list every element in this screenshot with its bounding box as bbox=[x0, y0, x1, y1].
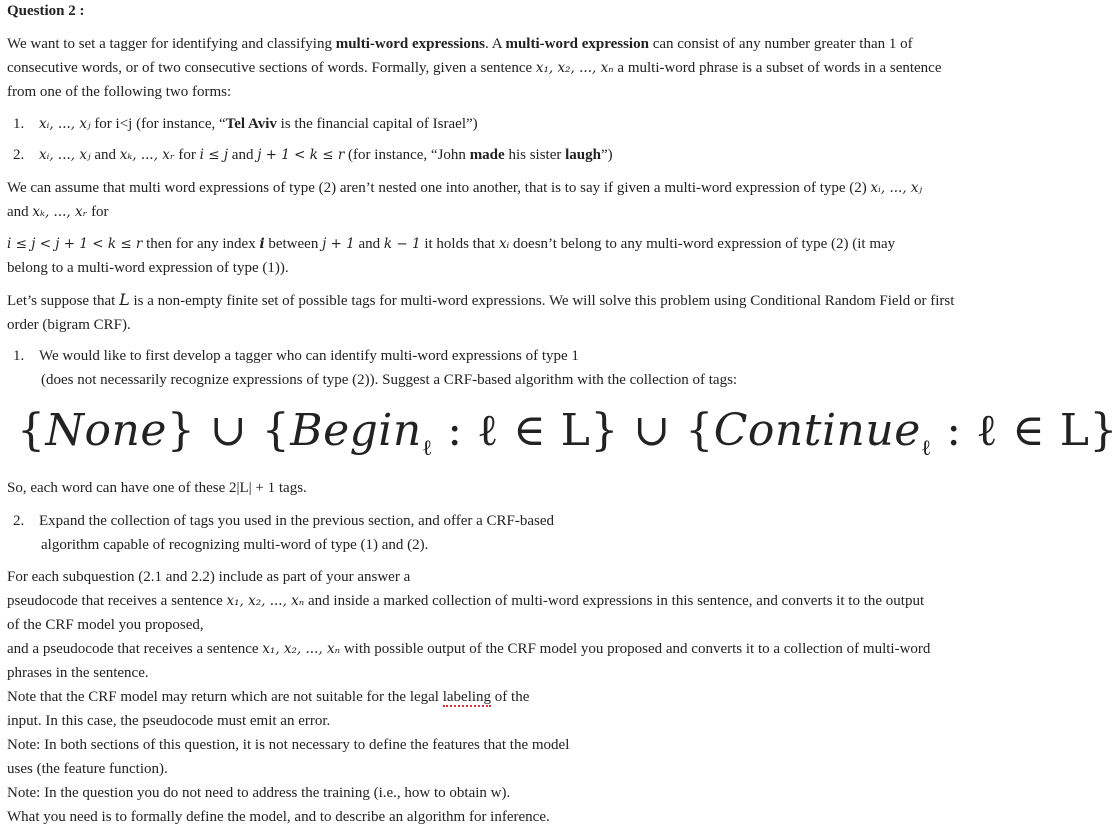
form-2-bold-1: made bbox=[469, 147, 505, 163]
nested-line-3c: and bbox=[354, 236, 384, 252]
nested-math-2: xₖ, ..., xᵣ bbox=[32, 204, 88, 220]
tail-line-2a: pseudocode that receives a sentence bbox=[7, 593, 227, 609]
union-1: ∪ bbox=[209, 405, 248, 456]
begin-cond: : ℓ ∈ L bbox=[432, 405, 591, 456]
form-2-text-5: his sister bbox=[504, 147, 566, 163]
tag-begin: Begin bbox=[290, 405, 422, 456]
nested-line-2a: and bbox=[7, 204, 33, 220]
nested-math-4: j + 1 bbox=[322, 236, 355, 252]
nested-math-5: k − 1 bbox=[383, 236, 421, 252]
form-2-math-4: j + 1 < k ≤ r bbox=[257, 147, 345, 163]
nested-math-1: xᵢ, ..., xⱼ bbox=[870, 180, 923, 196]
brace-open-2: { bbox=[261, 405, 291, 456]
form-1-bold: Tel Aviv bbox=[225, 116, 277, 132]
nested-math-3: i ≤ j < j + 1 < k ≤ r bbox=[7, 236, 143, 252]
tail-math-2: x₁, x₂, ..., xₙ bbox=[262, 641, 341, 657]
form-2-text-2: for bbox=[174, 147, 200, 163]
tag-continue: Continue bbox=[713, 405, 921, 456]
form-2-text-4: (for instance, “John bbox=[344, 147, 470, 163]
subquestion-2 bbox=[13, 509, 1013, 557]
intro-text-1: We want to set a tagger for identifying and classifying bbox=[7, 36, 336, 52]
form-2-number: 2. bbox=[13, 147, 25, 163]
tag-count-sentence: So, each word can have one of these 2|L| + 1 tags. bbox=[7, 480, 307, 496]
tail-line-4b: with possible output of the CRF model you proposed and converts it to a collection of multi-word bbox=[340, 641, 931, 657]
form-2-item bbox=[13, 143, 1013, 167]
nested-paragraph bbox=[7, 176, 1017, 224]
nested-line-3d: it holds that bbox=[420, 236, 499, 252]
intro-line-3: from one of the following two forms: bbox=[7, 84, 232, 100]
intro-bold-1: multi-word expressions bbox=[335, 36, 486, 52]
suppose-text-a: Let’s suppose that bbox=[7, 293, 120, 309]
subquestion-2-line-1: Expand the collection of tags you used in the previous section, and offer a CRF-based bbox=[39, 513, 555, 529]
nested-line-4: belong to a multi-word expression of type (1)). bbox=[7, 260, 289, 276]
tag-none: None bbox=[45, 405, 167, 456]
intro-bold-2: multi-word expression bbox=[505, 36, 649, 52]
brace-open-1: { bbox=[17, 405, 46, 456]
intro-math: x₁, x₂, ..., xₙ bbox=[535, 60, 614, 76]
suppose-line-2: order (bigram CRF). bbox=[7, 317, 131, 333]
tail-line-9: uses (the feature function). bbox=[7, 761, 168, 777]
intro-line-2b: a multi-word phrase is a subset of words in a sentence bbox=[613, 60, 942, 76]
subquestion-2-line-2: algorithm capable of recognizing multi-word of type (1) and (2). bbox=[41, 537, 429, 553]
suppose-math: L bbox=[119, 290, 130, 309]
tail-line-5: phrases in the sentence. bbox=[7, 665, 149, 681]
nested-line-3a: then for any index bbox=[142, 236, 260, 252]
continue-cond: : ℓ ∈ L bbox=[931, 405, 1090, 456]
tail-line-6a: Note that the CRF model may return which are not suitable for the legal bbox=[7, 689, 443, 705]
form-2-text-6: ”) bbox=[600, 147, 613, 163]
subquestion-1-line-2: (does not necessarily recognize expressions of type (2)). Suggest a CRF-based algorithm with the collection of tags: bbox=[41, 372, 738, 388]
subquestion-2-number: 2. bbox=[13, 513, 25, 529]
subquestion-1-line-1: We would like to first develop a tagger who can identify multi-word expressions of type 1 bbox=[39, 348, 579, 364]
begin-sub: ℓ bbox=[421, 435, 433, 461]
intro-text-3: can consist of any number greater than 1 of bbox=[648, 36, 913, 52]
form-2-math-1: xᵢ, ..., xⱼ bbox=[39, 147, 91, 163]
tail-line-6b: of the bbox=[491, 689, 530, 705]
tail-line-11: What you need is to formally define the model, and to describe an algorithm for inference. bbox=[7, 809, 550, 825]
brace-open-3: { bbox=[685, 405, 714, 456]
form-1-text-2: is the financial capital of Israel”) bbox=[276, 116, 478, 132]
nested-line-1: We can assume that multi word expressions of type (2) aren’t nested one into another, that is to say if given a multi-word expression of type (2) bbox=[7, 180, 871, 196]
intro-paragraph bbox=[7, 32, 1017, 104]
brace-close-2: } bbox=[590, 405, 619, 456]
nested-index: i bbox=[259, 236, 265, 252]
form-2-text-1: and bbox=[90, 147, 120, 163]
tail-math-1: x₁, x₂, ..., xₙ bbox=[226, 593, 305, 609]
form-2-bold-2: laugh bbox=[565, 147, 601, 163]
tail-line-2b: and inside a marked collection of multi-word expressions in this sentence, and converts it to the output bbox=[304, 593, 925, 609]
suppose-paragraph bbox=[7, 288, 1017, 337]
tail-line-10: Note: In the question you do not need to address the training (i.e., how to obtain w). bbox=[7, 785, 511, 801]
continue-sub: ℓ bbox=[920, 435, 932, 461]
suppose-text-b: is a non-empty finite set of possible tags for multi-word expressions. We will solve this problem using Conditional Random Field or first bbox=[129, 293, 955, 309]
form-1-item bbox=[13, 112, 1013, 136]
nested-line-3b: between bbox=[264, 236, 323, 252]
tail-line-7: input. In this case, the pseudocode must emit an error. bbox=[7, 713, 331, 729]
nested-line-2b: for bbox=[87, 204, 109, 220]
form-2-math-3: i ≤ j bbox=[199, 147, 229, 163]
tail-line-4a: and a pseudocode that receives a sentence bbox=[7, 641, 263, 657]
tail-line-3: of the CRF model you proposed, bbox=[7, 617, 204, 633]
nested-paragraph-cont bbox=[7, 232, 1017, 280]
tagset-formula bbox=[17, 405, 1118, 461]
union-2: ∪ bbox=[633, 405, 671, 456]
brace-close-3: } bbox=[1089, 405, 1118, 456]
question-title: Question 2 : bbox=[7, 3, 85, 19]
subquestion-1 bbox=[13, 344, 1013, 392]
form-1-number: 1. bbox=[13, 116, 25, 132]
form-1-math: xᵢ, ..., xⱼ bbox=[39, 116, 91, 132]
form-1-text: for i<j (for instance, “ bbox=[90, 116, 226, 132]
tail-line-1: For each subquestion (2.1 and 2.2) include as part of your answer a bbox=[7, 569, 411, 585]
nested-math-6: xᵢ bbox=[498, 236, 510, 252]
intro-line-2: consecutive words, or of two consecutive sections of words. Formally, given a sentence bbox=[7, 60, 536, 76]
brace-close-1: } bbox=[166, 405, 196, 456]
nested-line-3e: doesn’t belong to any multi-word expression of type (2) (it may bbox=[509, 236, 896, 252]
spellcheck-underlined-word: labeling bbox=[442, 689, 492, 705]
form-2-text-3: and bbox=[228, 147, 258, 163]
intro-text-2: . A bbox=[485, 36, 506, 52]
form-2-math-2: xₖ, ..., xᵣ bbox=[119, 147, 175, 163]
instructions-paragraph bbox=[7, 565, 1017, 829]
tail-line-8: Note: In both sections of this question, it is not necessary to define the features that the model bbox=[7, 737, 570, 753]
subquestion-1-number: 1. bbox=[13, 348, 25, 364]
